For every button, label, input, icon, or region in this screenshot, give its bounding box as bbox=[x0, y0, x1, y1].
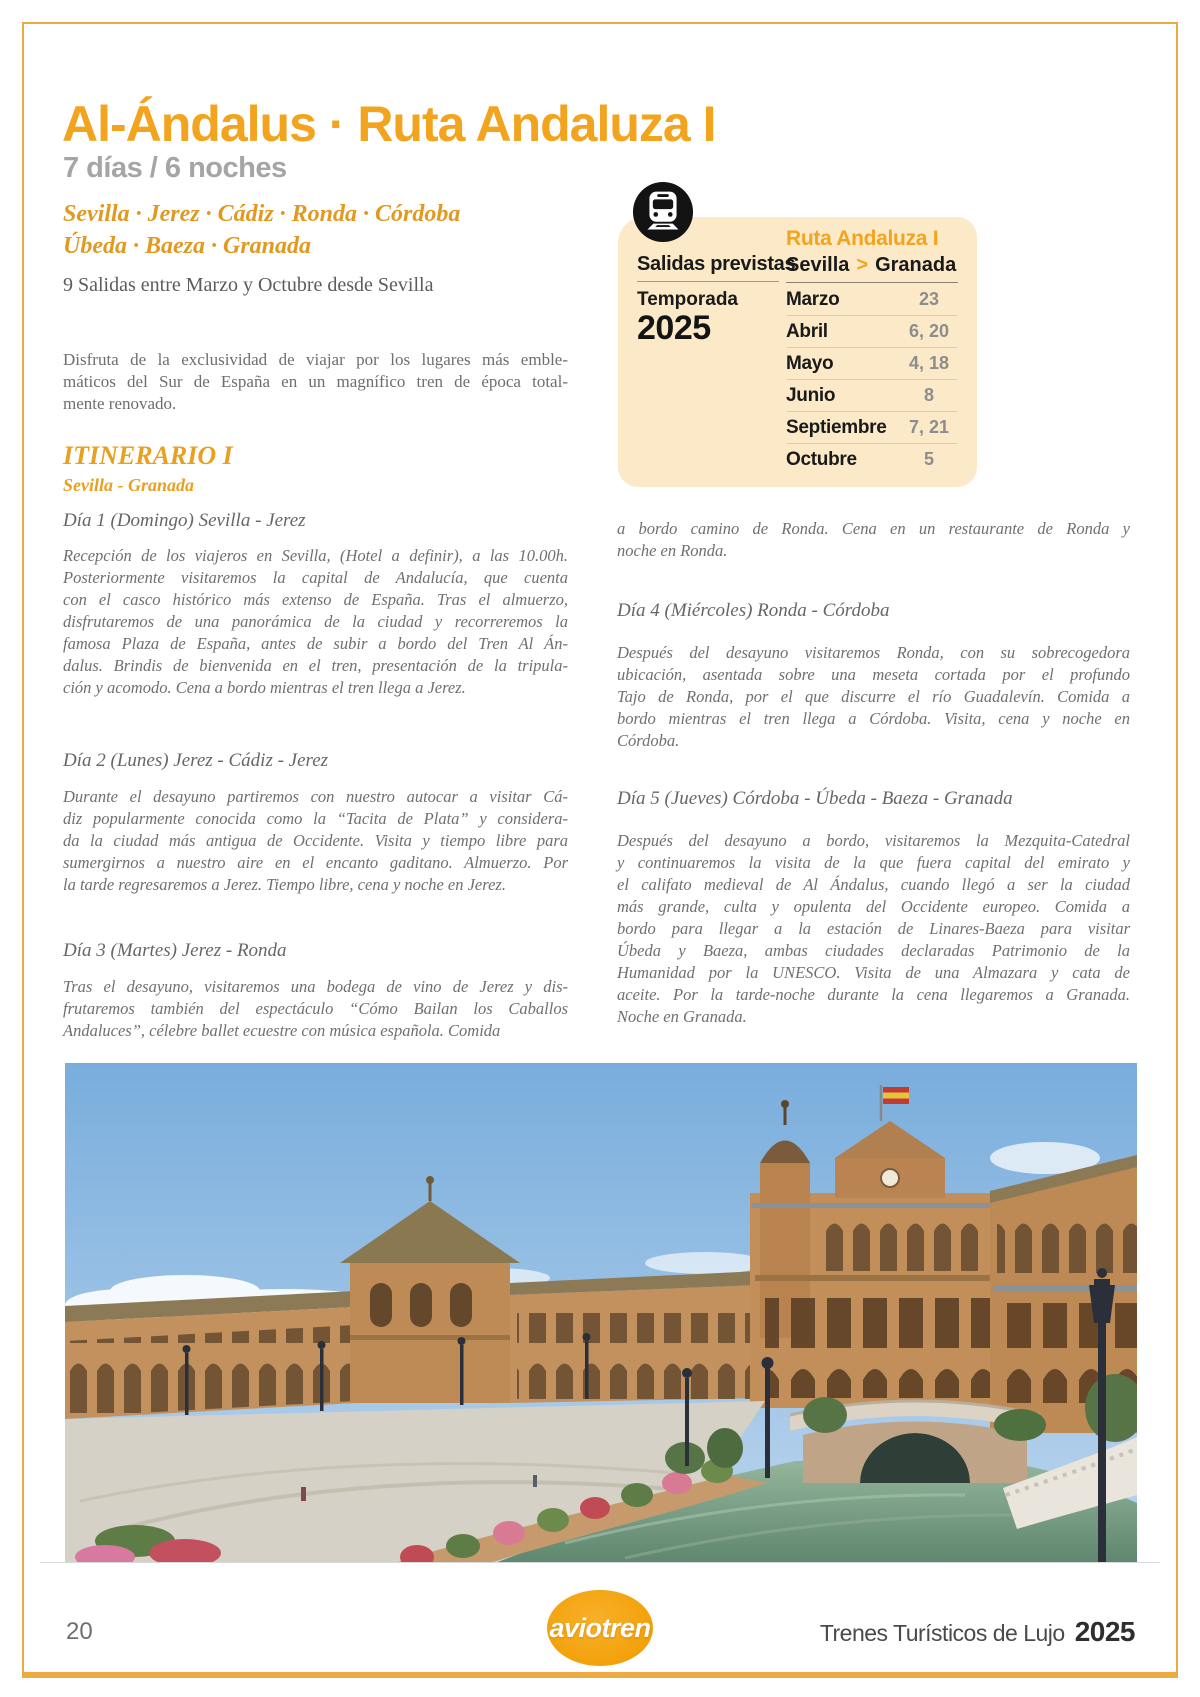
dates-value: 5 bbox=[923, 449, 934, 469]
table-row bbox=[786, 284, 958, 315]
dates-value: 6, 20 bbox=[908, 321, 950, 341]
aviotren-logo-text: aviotren bbox=[549, 1612, 651, 1643]
cities-line-1: Sevilla · Jerez · Cádiz · Ronda · Córdoba bbox=[63, 201, 461, 227]
month-label: Abril bbox=[786, 320, 828, 342]
departures-schedule-box bbox=[618, 217, 977, 487]
month-label: Septiembre bbox=[786, 416, 887, 438]
table-row bbox=[786, 443, 958, 475]
month-label: Mayo bbox=[786, 352, 834, 374]
day-5-title: Día 5 (Jueves) Córdoba - Úbeda - Baeza - Granada bbox=[617, 788, 1013, 809]
dates-value: 8 bbox=[923, 385, 934, 405]
footer-catalog-title bbox=[820, 1616, 1135, 1648]
plaza-photo-illustration bbox=[65, 1063, 1137, 1563]
dates-value: 23 bbox=[918, 289, 940, 309]
day-2-paragraph: Durante el desayuno partiremos con nuestro autocar a visitar Cá- diz popularmente conocida como la “Tacita de Plata” y considera- da la ciudad más antigua de Occidente. Visita y tiempo libre para sumergirnos a nuestro aire en el encanto gaditano. Almuerzo. Por la tarde regresaremos a Jerez. Tiempo libre, cena y noche en Jerez. bbox=[63, 787, 568, 894]
page-title: Al-Ándalus · Ruta Andaluza I bbox=[62, 95, 716, 152]
schedule-label: Salidas previstas bbox=[637, 253, 796, 275]
dates-value: 7, 21 bbox=[908, 417, 950, 437]
intro-paragraph: Disfruta de la exclusividad de viajar por los lugares más emble- máticos del Sur de España en un magnífico tren de época total- mente renovado. bbox=[63, 350, 568, 413]
catalog-year: 2025 bbox=[1074, 1616, 1135, 1647]
departures-summary: 9 Salidas entre Marzo y Octubre desde Sevilla bbox=[63, 274, 434, 296]
day-3-continuation-paragraph: a bordo camino de Ronda. Cena en un restaurante de Ronda y noche en Ronda. bbox=[617, 519, 1130, 560]
divider bbox=[637, 281, 779, 282]
cities-line-2: Úbeda · Baeza · Granada bbox=[63, 233, 312, 259]
catalog-title-label: Trenes Turísticos de Lujo bbox=[819, 1620, 1065, 1646]
departure-dates-table bbox=[786, 284, 958, 475]
day-4-title: Día 4 (Miércoles) Ronda - Córdoba bbox=[617, 600, 890, 621]
dates-value: 4, 18 bbox=[908, 353, 950, 373]
table-row bbox=[786, 315, 958, 347]
month-label: Marzo bbox=[786, 288, 840, 310]
day-4-paragraph: Después del desayuno visitaremos Ronda, con su sobrecogedora ubicación, asentada sobre una meseta cortada por el profundo Tajo de Ronda, por el que discurre el río Guadalevín. Comida a bordo mientras el tren llega a Córdoba. Visita, cena y noche en Córdoba. bbox=[617, 643, 1130, 750]
route-origin: Sevilla bbox=[786, 254, 850, 276]
route-title: Ruta Andaluza I bbox=[786, 227, 939, 250]
month-label: Junio bbox=[786, 384, 836, 406]
plaza-de-espana-photo bbox=[65, 1063, 1137, 1563]
train-icon bbox=[632, 181, 694, 243]
table-row bbox=[786, 379, 958, 411]
day-1-paragraph: Recepción de los viajeros en Sevilla, (Hotel a definir), a las 10.00h. Posteriormente visitaremos la capital de Andalucía, que cuenta con el casco histórico más extenso de España. Tras el almuerzo, disfrutaremos de una panorámica de la ciudad y recorreremos la famosa Plaza de España, antes de subir a bordo del Tren Al Án- dalus. Brindis de bienvenida en el tren, presentación de la tripula- ción y acomodo. Cena a bordo mientras el tren llega a Jerez. bbox=[63, 546, 568, 697]
divider bbox=[786, 282, 958, 283]
page-number: 20 bbox=[66, 1618, 93, 1645]
cities-list bbox=[63, 198, 460, 262]
trip-duration: 7 días / 6 noches bbox=[63, 152, 287, 184]
aviotren-logo bbox=[547, 1590, 653, 1666]
season-label: Temporada bbox=[637, 289, 739, 310]
route-arrow-icon: > bbox=[856, 254, 869, 276]
itinerary-subheading: Sevilla - Granada bbox=[63, 475, 195, 495]
route-destination: Granada bbox=[875, 254, 957, 276]
table-row bbox=[786, 347, 958, 379]
month-label: Octubre bbox=[786, 448, 857, 470]
season-year: 2025 bbox=[637, 309, 711, 347]
day-2-title: Día 2 (Lunes) Jerez - Cádiz - Jerez bbox=[63, 750, 329, 771]
day-3-paragraph: Tras el desayuno, visitaremos una bodega de vino de Jerez y dis- frutaremos también del espectáculo “Cómo Bailan los Caballos Andaluces”, célebre ballet ecuestre con música española. Comida bbox=[63, 977, 568, 1040]
footer-divider bbox=[40, 1562, 1160, 1563]
itinerary-heading: ITINERARIO I bbox=[63, 441, 233, 470]
table-row bbox=[786, 411, 958, 443]
day-3-title: Día 3 (Martes) Jerez - Ronda bbox=[63, 940, 287, 961]
day-5-paragraph: Después del desayuno a bordo, visitaremos la Mezquita-Catedral y continuaremos la visita de la que fuera capital del emirato y el califato medieval de Al Ándalus, cuando llegó a ser la ciudad más grande, culta y opulenta del Occidente europeo. Comida a bordo para llegar a la estación de Linares-Baeza para visitar Úbeda y Baeza, ambas ciudades declaradas Patrimonio de la Humanidad por la UNESCO. Visita de una Almazara y cata de aceite. Por la tarde-noche durante la cena llegaremos a Granada. Noche en Granada. bbox=[617, 831, 1130, 1026]
day-1-title: Día 1 (Domingo) Sevilla - Jerez bbox=[63, 510, 306, 531]
route-cities bbox=[786, 254, 956, 277]
